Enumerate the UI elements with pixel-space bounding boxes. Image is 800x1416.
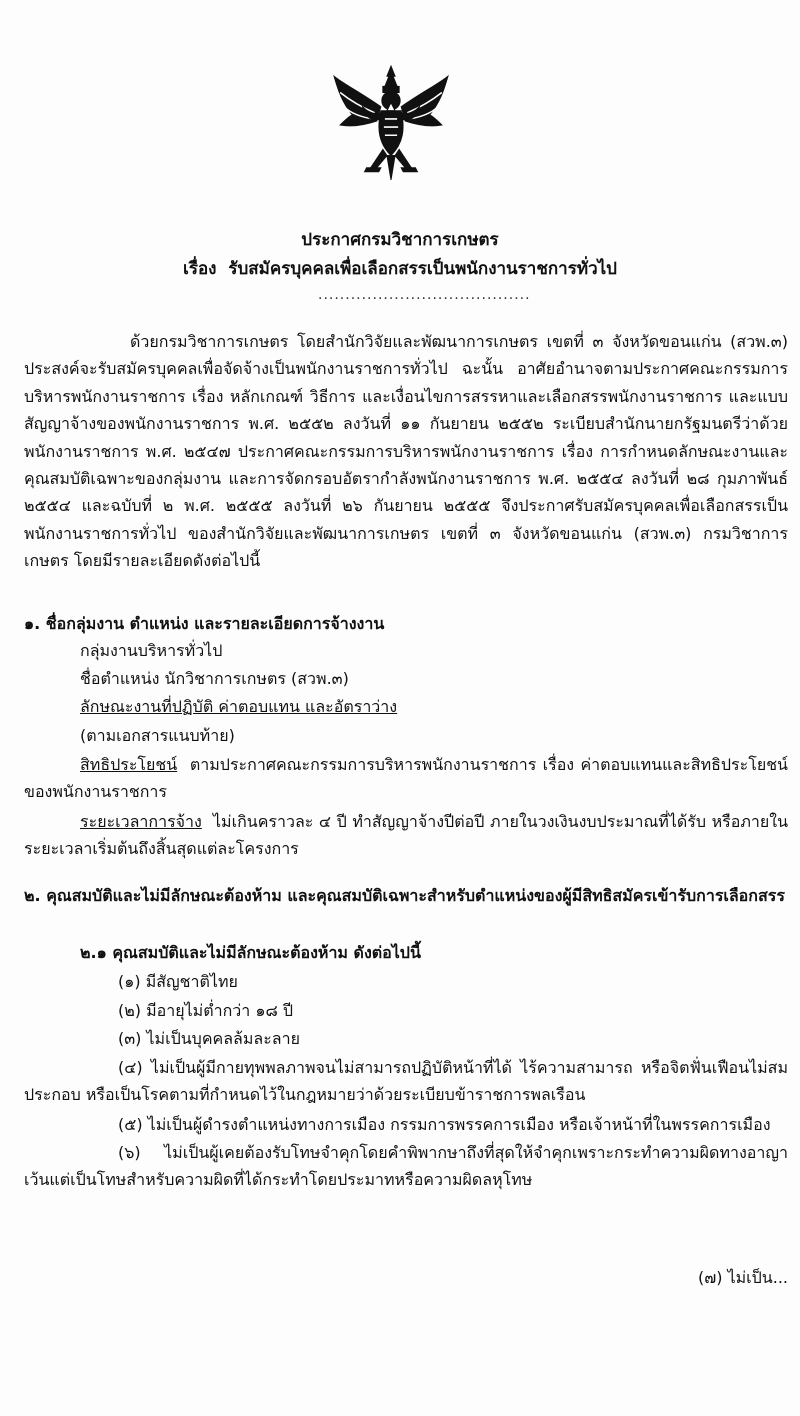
section1-heading: ๑. ชื่อกลุ่มงาน ตำแหน่ง และรายละเอียดการจ้างงาน xyxy=(24,614,385,633)
qualification-item-6: (๖) ไม่เป็นผู้เคยต้องรับโทษจำคุกโดยคำพิพากษาถึงที่สุดให้จำคุกเพราะกระทำความผิดทางอาญาเว้นแต่เป็นโทษสำหรับความผิดที่ได้กระทำโดยประมาทหรือความผิดลหุโทษ xyxy=(24,1143,788,1190)
announcement-subject xyxy=(0,255,800,283)
title-separator: ....................................... xyxy=(318,287,531,303)
garuda-emblem-icon xyxy=(330,62,452,184)
qualification-item-3: (๓) ไม่เป็นบุคคลล้มละลาย xyxy=(118,1029,300,1048)
section2-1-heading: ๒.๑ คุณสมบัติและไม่มีลักษณะต้องห้าม ดังต่อไปนี้ xyxy=(80,943,421,962)
period-text: ไม่เกินคราวละ ๔ ปี ทำสัญญาจ้างปีต่อปี ภายในวงเงินงบประมาณที่ได้รับ หรือภายในระยะเวลาเริ่มต้นถึงสิ้นสุดแต่ละโครงการ xyxy=(24,812,789,859)
subject-text: รับสมัครบุคคลเพื่อเลือกสรรเป็นพนักงานราชการทั่วไป xyxy=(228,259,617,279)
job-group: กลุ่มงานบริหารทั่วไป xyxy=(80,641,223,660)
position-name: ชื่อตำแหน่ง นักวิชาการเกษตร (สวพ.๓) xyxy=(80,669,349,688)
qualification-item-2: (๒) มีอายุไม่ต่ำกว่า ๑๘ ปี xyxy=(118,1001,294,1020)
subject-label: เรื่อง xyxy=(183,259,217,279)
employment-period-paragraph xyxy=(24,808,788,863)
announcement-title: ประกาศกรมวิชาการเกษตร xyxy=(301,230,499,250)
attachment-note: (ตามเอกสารแนบท้าย) xyxy=(80,726,235,745)
section2-heading: ๒. คุณสมบัติและไม่มีลักษณะต้องห้าม และคุณสมบัติเฉพาะสำหรับตำแหน่งของผู้มีสิทธิสมัครเข้ารับการเลือกสรร xyxy=(24,886,785,905)
qualification-item-4: (๔) ไม่เป็นผู้มีกายทุพพลภาพจนไม่สามารถปฏิบัติหน้าที่ได้ ไร้ความสามารถ หรือจิตฟั่นเฟือนไม่สมประกอบ หรือเป็นโรคตามที่กำหนดไว้ในกฎหมายว่าด้วยระเบียบข้าราชการพลเรือน xyxy=(24,1058,788,1105)
continuation-marker: (๗) ไม่เป็น... xyxy=(697,1268,788,1287)
benefits-label: สิทธิประโยชน์ xyxy=(80,755,178,774)
qualification-item-5: (๕) ไม่เป็นผู้ดำรงตำแหน่งทางการเมือง กรรมการพรรคการเมือง หรือเจ้าหน้าที่ในพรรคการเมือง xyxy=(118,1115,771,1134)
period-label: ระยะเวลาการจ้าง xyxy=(80,812,202,831)
intro-paragraph: ด้วยกรมวิชาการเกษตร โดยสำนักวิจัยและพัฒนาการเกษตร เขตที่ ๓ จังหวัดขอนแก่น (สวพ.๓) ประสงค์จะรับสมัครบุคคลเพื่อจัดจ้างเป็นพนักงานราชการทั่วไป ฉะนั้น อาศัยอำนาจตามประกาศคณะกรรมการบริหารพนักงานราชการ เรื่อง หลักเกณฑ์ วิธีการ และเงื่อนไขการสรรหาและเลือกสรรพนักงานราชการ และแบบสัญญาจ้างของพนักงานราชการ พ.ศ. ๒๕๕๒ ลงวันที่ ๑๑ กันยายน ๒๕๕๒ ระเบียบสำนักนายกรัฐมนตรีว่าด้วยพนักงานราชการ พ.ศ. ๒๕๔๗ ประกาศคณะกรรมการบริหารพนักงานราชการ เรื่อง การกำหนดลักษณะงานและคุณสมบัติเฉพาะของกลุ่มงาน และการจัดกรอบอัตรากำลังพนักงานราชการ พ.ศ. ๒๕๕๔ ลงวันที่ ๒๘ กุมภาพันธ์ ๒๕๕๔ และฉบับที่ ๒ พ.ศ. ๒๕๕๕ ลงวันที่ ๒๖ กันยายน ๒๕๕๕ จึงประกาศรับสมัครบุคคลเพื่อเลือกสรรเป็นพนักงานราชการทั่วไป ของสำนักวิจัยและพัฒนาการเกษตร เขตที่ ๓ จังหวัดขอนแก่น (สวพ.๓) กรมวิชาการเกษตร โดยมีรายละเอียดดังต่อไปนี้ xyxy=(24,332,789,571)
benefits-paragraph xyxy=(24,751,788,806)
benefits-text: ตามประกาศคณะกรรมการบริหารพนักงานราชการ เรื่อง ค่าตอบแทนและสิทธิประโยชน์ของพนักงานราชการ xyxy=(24,755,788,802)
job-nature-heading: ลักษณะงานที่ปฏิบัติ ค่าตอบแทน และอัตราว่าง xyxy=(80,697,398,716)
qualification-item-1: (๑) มีสัญชาติไทย xyxy=(118,972,238,991)
